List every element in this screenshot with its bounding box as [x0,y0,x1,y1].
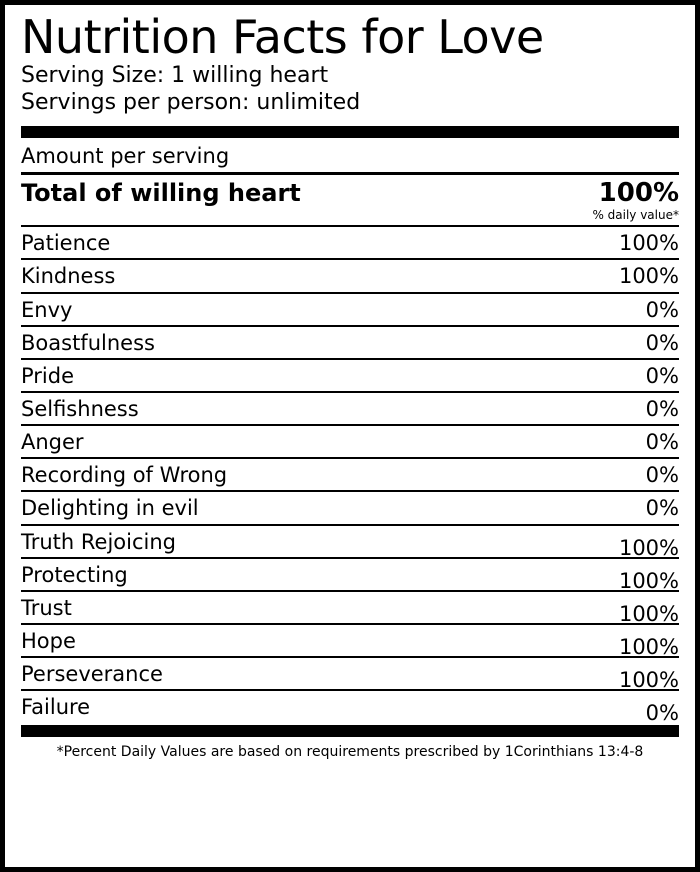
footnote: *Percent Daily Values are based on requirements prescribed by 1Corinthians 13:4-8 [56,744,644,761]
nutrient-name: Recording of Wrong [21,463,228,488]
table-row [21,623,679,660]
nutrient-name: Envy [21,297,73,322]
nutrient-value: 100% [618,535,679,560]
table-row [21,225,679,258]
table-row [21,490,679,523]
total-label: Total of willing heart [21,179,301,208]
nutrient-value: 100% [618,264,679,289]
nutrient-name: Delighting in evil [21,496,199,521]
servings-per-person-line: Servings per person: unlimited [21,89,361,115]
nutrient-name: Truth Rejoicing [21,529,177,554]
table-row [21,557,679,593]
nutrient-name: Kindness [21,264,116,289]
nutrient-name: Pride [21,363,75,388]
nutrient-value: 100% [618,231,679,256]
table-row [21,391,679,424]
table-row [21,258,679,291]
page-title: Nutrition Facts for Love [21,10,544,64]
total-row [21,175,679,208]
top-divider-bar [21,126,679,138]
nutrient-name: Perseverance [21,662,163,687]
bottom-divider-bar [21,725,679,737]
nutrient-value: 0% [645,496,679,521]
nutrient-name: Hope [21,629,76,654]
nutrient-value: 0% [645,363,679,388]
nutrient-name: Boastfulness [21,330,155,355]
nutrient-list [21,225,679,726]
nutrient-value: 0% [645,430,679,455]
nutrient-value: 100% [618,601,679,626]
table-row [21,424,679,457]
table-row [21,358,679,391]
serving-size-line: Serving Size: 1 willing heart [21,63,329,89]
total-value: 100% [598,178,679,209]
table-row [21,292,679,325]
nutrient-name: Selfishness [21,397,139,422]
nutrient-name: Trust [21,595,72,620]
nutrient-name: Anger [21,430,84,455]
table-row [21,457,679,490]
daily-value-note: % daily value* [592,208,679,223]
nutrient-value: 0% [645,701,679,726]
table-row [21,689,679,726]
table-row [21,325,679,358]
nutrient-value: 0% [645,297,679,322]
table-row [21,524,679,560]
nutrient-value: 100% [618,635,679,660]
nutrient-value: 100% [618,568,679,593]
nutrient-value: 100% [618,668,679,693]
nutrient-value: 0% [645,463,679,488]
nutrient-name: Patience [21,231,111,256]
table-row [21,590,679,626]
nutrient-name: Failure [21,695,91,720]
nutrient-value: 0% [645,397,679,422]
table-row [21,656,679,693]
nutrient-name: Protecting [21,562,128,587]
amount-per-serving-label: Amount per serving [21,144,230,169]
nutrient-value: 0% [645,330,679,355]
